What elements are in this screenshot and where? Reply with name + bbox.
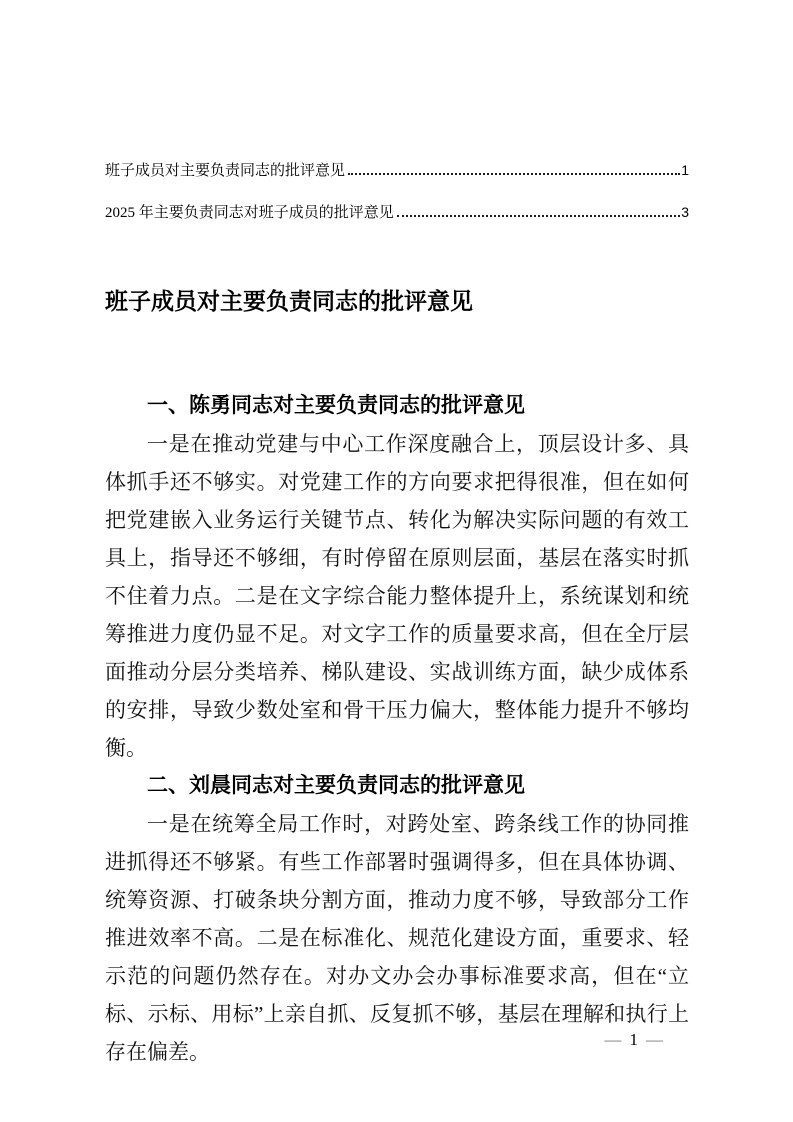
toc-entry[interactable] (105, 160, 689, 181)
section-paragraph: 一是在统筹全局工作时，对跨处室、跨条线工作的协同推进抓得还不够紧。有些工作部署时强调得多，但在具体协调、统筹资源、打破条块分割方面，推动力度不够，导致部分工作推进效率不高。二是在标准化、规范化建设方面，重要求、轻示范的问题仍然存在。对办文办会办事标准要求高，但在“立标、示标、用标”上亲自抓、反复抓不够，基层在理解和执行上存在偏差。 (105, 812, 689, 1064)
document-title: 班子成员对主要负责同志的批评意见 (105, 288, 473, 314)
footer-dash-right: — (646, 1030, 664, 1049)
table-of-contents (105, 160, 689, 223)
page-number-footer (598, 1030, 672, 1050)
section-heading: 二、刘晨同志对主要负责同志的批评意见 (147, 774, 525, 797)
toc-entry-label: 2025 年主要负责同志对班子成员的批评意见 (105, 205, 394, 221)
toc-dot-leader (397, 215, 680, 217)
toc-entry-label: 班子成员对主要负责同志的批评意见 (105, 163, 346, 179)
footer-dash-left: — (604, 1030, 623, 1049)
section-heading: 一、陈勇同志对主要负责同志的批评意见 (147, 394, 525, 417)
toc-dot-leader (348, 173, 680, 175)
footer-page-number: 1 (629, 1030, 639, 1049)
toc-entry[interactable] (105, 202, 689, 223)
toc-entry-page-number: 1 (681, 162, 689, 178)
section-paragraph: 一是在推动党建与中心工作深度融合上，顶层设计多、具体抓手还不够实。对党建工作的方向要求把得很准，但在如何把党建嵌入业务运行关键节点、转化为解决实际问题的有效工具上，指导还不够细，有时停留在原则层面，基层在落实时抓不住着力点。二是在文字综合能力整体提升上，系统谋划和统筹推进力度仍显不足。对文字工作的质量要求高，但在全厅层面推动分层分类培养、梯队建设、实战训练方面，缺少成体系的安排，导致少数处室和骨干压力偏大，整体能力提升不够均衡。 (105, 432, 689, 760)
document-body (105, 387, 689, 1071)
toc-entry-page-number: 3 (681, 204, 689, 220)
